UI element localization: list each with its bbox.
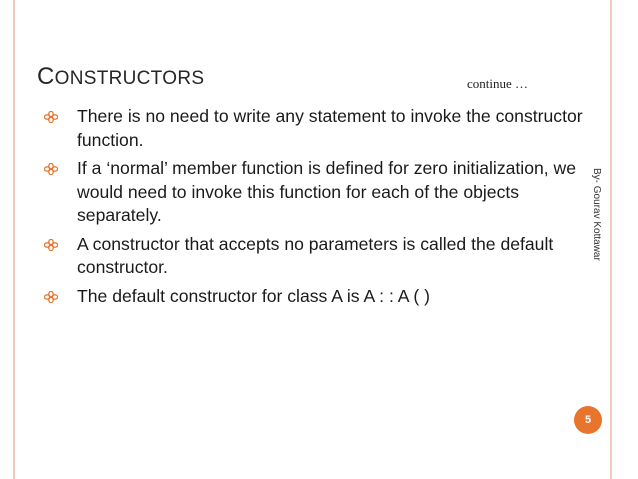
- flower-bullet-icon: [44, 163, 58, 175]
- bullet-text: If a ‘normal’ member function is defined for zero initialization, we would need to invoke this function for each of the objects separately.: [77, 158, 577, 225]
- continue-label: continue …: [467, 76, 529, 91]
- bullet-item: [44, 285, 584, 309]
- bullet-text: There is no need to write any statement to invoke the constructor function.: [77, 106, 583, 150]
- bullet-item: [44, 233, 584, 280]
- bullet-list: [44, 105, 584, 313]
- title-rest: ONSTRUCTORS: [54, 68, 205, 89]
- page-number-badge: 5: [574, 406, 602, 434]
- flower-bullet-icon: [44, 291, 58, 303]
- bullet-item: [44, 105, 584, 152]
- flower-bullet-icon: [44, 239, 58, 251]
- bullet-item: [44, 157, 584, 228]
- bullet-text: The default constructor for class A is A : : A ( ): [77, 285, 431, 306]
- slide-title: [37, 63, 204, 91]
- bullet-text: A constructor that accepts no parameters is called the default constructor.: [77, 233, 554, 277]
- title-initial: C: [37, 63, 55, 90]
- author-credit: By- Gourav Kottawar: [591, 168, 602, 261]
- flower-bullet-icon: [44, 111, 58, 123]
